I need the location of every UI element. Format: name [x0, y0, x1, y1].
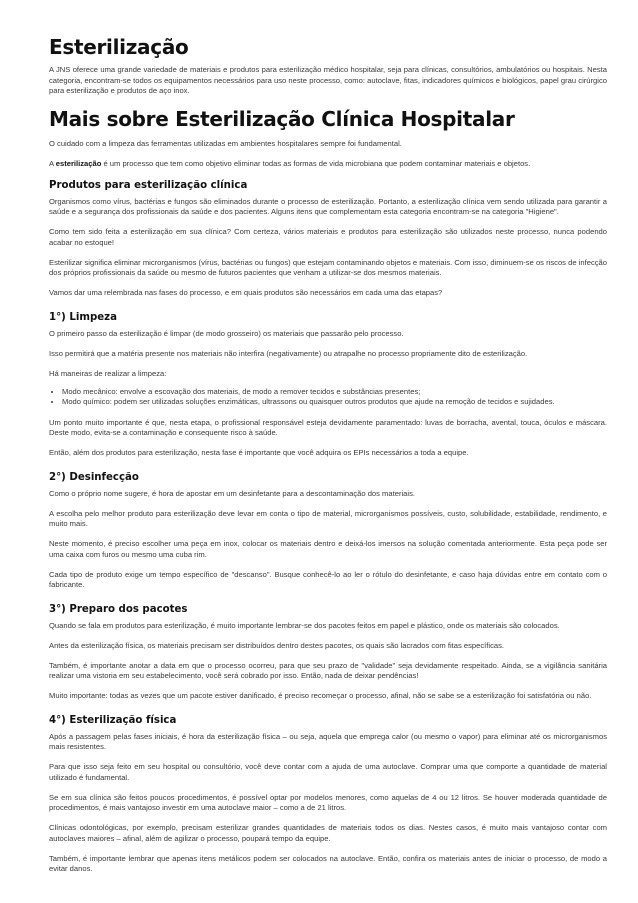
- paragraph-step3-d: Muito importante: todas as vezes que um pacote estiver danificado, é preciso recomeçar o processo, afinal, não se sabe se a esterilização foi satisfatória ou não.: [49, 691, 592, 701]
- heading-step-2: 2°) Desinfecção: [49, 471, 139, 483]
- paragraph-step1-d: Um ponto muito importante é que, nesta etapa, o profissional responsável esteja devidamente paramentado: luvas de borracha, avental, touca, óculos e máscara. Deste modo, evita-se a contaminação e consequente risco à saúde.: [49, 417, 607, 438]
- heading-step-3: 3°) Preparo dos pacotes: [49, 603, 188, 615]
- intro-paragraph: A JNS oferece uma grande variedade de materiais e produtos para esterilização médico hospitalar, seja para clínicas, consultórios, ambulatórios ou hospitais. Nesta categoria, encontram-se todos os equipamentos necessários para uso neste processo, como: autoclave, fitas, indicadores químicos e biológicos, papel grau cirúrgico para esterilização e produtos de aço inox.: [49, 65, 607, 95]
- paragraph-step1-a: O primeiro passo da esterilização é limpar (de modo grosseiro) os materiais que passarão pelo processo.: [49, 328, 404, 338]
- section-title: Mais sobre Esterilização Clínica Hospitalar: [49, 106, 515, 131]
- paragraph-step4-a: Após a passagem pelas fases iniciais, é hora da esterilização física – ou seja, aquela que emprega calor (ou mesmo o vapor) para eliminar até os microrganismos mais resistentes.: [49, 731, 607, 752]
- paragraph-step2-a: Como o próprio nome sugere, é hora de apostar em um desinfetante para a descontaminação dos materiais.: [49, 488, 415, 498]
- paragraph-step2-d: Cada tipo de produto exige um tempo específico de "descanso". Busque conhecê-lo ao ler o rótulo do desinfetante, e caso haja dúvidas entre em contato com o fabricante.: [49, 569, 607, 590]
- paragraph-products-3: Esterilizar significa eliminar microrganismos (vírus, bactérias ou fungos) que estejam contaminando objetos e materiais. Com isso, diminuem-se os riscos de infecção dos próprios profissionais da saúde ou mesmo de futuros pacientes que venham a utilizar-se dos mesmos materiais.: [49, 257, 607, 277]
- page-title: Esterilização: [49, 35, 189, 59]
- heading-step-4: 4°) Esterilização física: [49, 714, 177, 726]
- paragraph-step4-b: Para que isso seja feito em seu hospital ou consultório, você deve contar com a ajuda de uma autoclave. Comprar uma que comporte a quantidade de material utilizado é fundamental.: [49, 762, 607, 782]
- heading-step-1: 1°) Limpeza: [49, 311, 117, 323]
- paragraph-step3-c: Também, é importante anotar a data em que o processo ocorreu, para que seu prazo de "validade" seja devidamente respeitado. Ainda, se a vigilância sanitária realizar uma vistoria em seu estabelecimento, você será cobrado por isso. Então, nada de deixar pendências!: [49, 660, 607, 681]
- heading-products: Produtos para esterilização clínica: [49, 179, 248, 191]
- paragraph-step2-b: A escolha pelo melhor produto para esterilização deve levar em conta o tipo de material, microrganismos possíveis, custo, solubilidade, estabilidade, rendimento, e muito mais.: [49, 508, 607, 529]
- paragraph-products-2: Como tem sido feita a esterilização em sua clínica? Com certeza, vários materiais e produtos para esterilização são utilizados neste processo, nunca podendo acabar no estoque!: [49, 227, 607, 247]
- paragraph-products-4: Vamos dar uma relembrada nas fases do processo, e em quais produtos são necessários em cada uma das etapas?: [49, 288, 443, 297]
- paragraph-definition: A esterilização é um processo que tem como objetivo eliminar todas as formas de vida microbiana que podem contaminar materiais e objetos.: [49, 158, 531, 168]
- paragraph-step3-b: Antes da esterilização física, os materiais precisam ser distribuídos dentro destes pacotes, os quais são lacrados com fitas específicas.: [49, 640, 504, 650]
- paragraph-step4-c: Se em sua clínica são feitos poucos procedimentos, é possível optar por modelos menores, como aquelas de 4 ou 12 litros. Se houver moderada quantidade de procedimentos, é mais vantajoso investir em uma autoclave maior – como a de 21 litros.: [49, 792, 607, 813]
- paragraph-step1-b: Isso permitirá que a matéria presente nos materiais não interfira (negativamente) ou atrapalhe no processo propriamente dito de esterilização.: [49, 348, 528, 358]
- cleaning-methods-list: [49, 387, 607, 409]
- paragraph-care: O cuidado com a limpeza das ferramentas utilizadas em ambientes hospitalares sempre foi fundamental.: [49, 138, 402, 148]
- list-item: • Modo químico: podem ser utilizadas soluções enzimáticas, ultrassons ou quaisquer outros produtos que ajude na remoção de tecidos e sujidades.: [62, 397, 607, 408]
- paragraph-products-1: Organismos como vírus, bactérias e fungos são eliminados durante o processo de esterilização. Portanto, a esterilização clínica vem sendo utilizada para garantir a saúde e a segurança dos profissionais da saúde e dos pacientes. Alguns itens que complementam esta categoria encontram-se na categoria "Higiene".: [49, 196, 607, 216]
- paragraph-step1-e: Então, além dos produtos para esterilização, nesta fase é importante que você adquira os EPIs necessários a toda a equipe.: [49, 448, 469, 458]
- definition-term: esterilização: [55, 158, 102, 168]
- list-item: • Modo mecânico: envolve a escovação dos materiais, de modo a remover tecidos e substâncias presentes;: [62, 387, 607, 398]
- paragraph-step4-d: Clínicas odontológicas, por exemplo, precisam esterilizar grandes quantidades de materiais todos os dias. Nestes casos, é muito mais vantajoso contar com autoclaves maiores – afinal, além de agilizar o processo, poupará tempo da equipe.: [49, 823, 607, 843]
- paragraph-step2-c: Neste momento, é preciso escolher uma peça em inox, colocar os materiais dentro e deixá-los imersos na solução comentada anteriormente. Esta peça pode ser uma caixa com furos ou mesmo uma cuba rim.: [49, 539, 607, 559]
- paragraph-step4-e: Também, é importante lembrar que apenas itens metálicos podem ser colocados na autoclave. Então, confira os materiais antes de iniciar o processo, de modo a evitar danos.: [49, 853, 607, 874]
- paragraph-step1-c: Há maneiras de realizar a limpeza:: [49, 368, 167, 378]
- paragraph-step3-a: Quando se fala em produtos para esterilização, é muito importante lembrar-se dos pacotes feitos em papel e plástico, onde os materiais são colocados.: [49, 620, 560, 630]
